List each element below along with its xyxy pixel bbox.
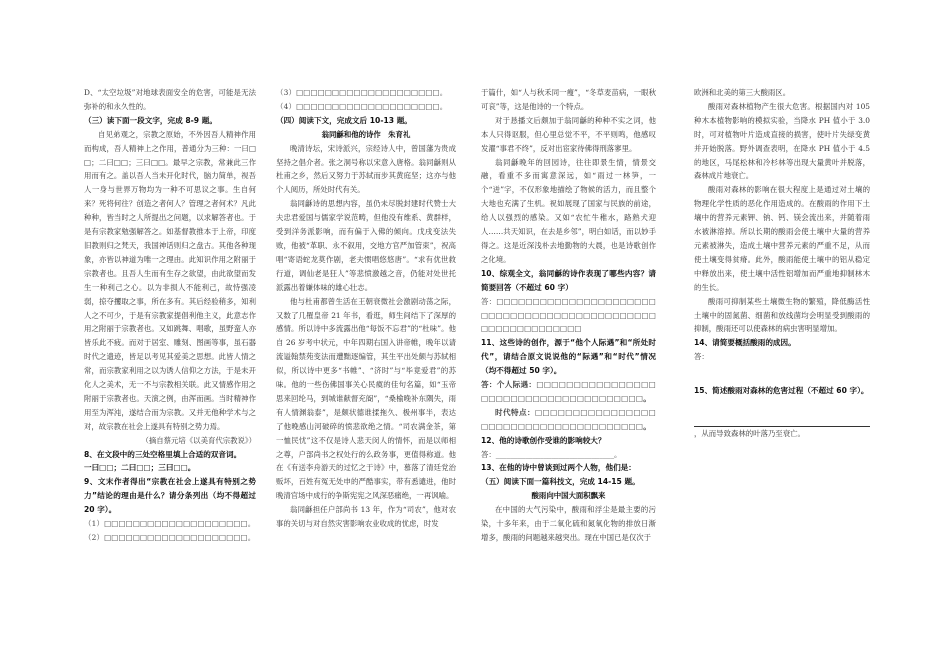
- article-paragraph-4: 翁同龢担任户部尚书 13 年，作为“司农”，他对农事的关切与对自然灾害影响农业收成的忧虑，时发: [276, 505, 456, 529]
- passage-source: （摘自蔡元培《以美育代宗教说》）: [141, 435, 256, 445]
- article-title-weng: 翁同龢和他的诗作 朱育礼: [321, 129, 411, 139]
- question-12: 12、他的诗歌创作受谁的影响较大？: [481, 435, 606, 445]
- question-14-answer[interactable]: 答：: [694, 352, 709, 362]
- question-9: 9、文末作者得出“宗教在社会上遂具有特别之势力”结论的理由是什么？请分条列出（均不得超过 20 字）。: [84, 477, 256, 515]
- spacer: [694, 398, 870, 408]
- passage-religion: 自见弟观之，宗教之原始，不外因吾人精神作用而构成，吾人精神上之作用，普通分为三种：一曰□□；二曰□□；三曰□□。最早之宗教，常兼此三作用而有之。盖以吾人当未开化时代，脑力简单，视吾人一身与世界万物均为一种不可思议之事。生自何来？死将何往？创造之者何人？管理之者何术？凡此种种，皆当时之人所提出之问题，以求解答者也。于是有宗教家勉强解答之。如基督教推本于上帝，印度旧教则归之梵天，我国神话则归之盘古。其他各种现象，亦皆以神道为唯一之理由。此知识作用之附丽于宗教者也。且吾人生而有生存之欲望，由此欲望而发生一种利己之心。以为非损人不能利己，故恃强凌弱，掠夺攫取之事，所在多有。其后经验稍多，知利人之不可少，于是有宗教家提倡利他主义，此意志作用之附丽于宗教者也。又如跳舞、唱歌，虽野蛮人亦皆乐此不疲。而对于居室、雕刻、图画等事，虽石器时代之遗迹，皆足以考见其爱美之思想。此皆人情之常，而宗教家利用之以为诱人信仰之方法，于是未开化人之美术，无一不与宗教相关联。此又情感作用之附丽于宗教者也。天演之例，由浑而画。当时精神作用至为浑沌，遂结合而为宗教。又并无他种学术与之对，故宗教在社会上遂具有特别之势力焉。: [84, 129, 256, 431]
- article-paragraph-4-cont: 于篇什，如“人与秋禾同一瘦”，“冬草麦苗病，一眼秋可哀”等，这是他诗的一个特点。: [481, 88, 656, 111]
- spacer: [694, 374, 870, 384]
- question-10: 10、综观全文，翁同龢的诗作表现了哪些内容？请简要回答（不超过 60 字）: [481, 268, 656, 292]
- section-3-heading: （三）读下面一段文字，完成 8-9 题。: [84, 115, 217, 125]
- column-3: [481, 86, 656, 545]
- spacer: [694, 364, 870, 374]
- question-9-answer-3[interactable]: （3）□□□□□□□□□□□□□□□□□□□□。: [276, 88, 448, 97]
- article-paragraph-6: 翁同龢晚年的回园诗，往往即景生情，情景交融，看重不多而寓意深远，如“雨过一林笋，一个“迸”字，不仅形象地描绘了物候的活力，而且整个大地也充满了生机。祝如展现了国家与民族的前途，给人以强烈的感染。又如“农忙牛稚水，路熟犬迎人……共天知识，在去是乡邻”，明白如话，而以妙手得之。这是近深浅朴去地勤物的大晨，也是诗歌创作之化境。: [481, 157, 656, 264]
- question-9-answer-4[interactable]: （4）□□□□□□□□□□□□□□□□□□□□。: [276, 101, 448, 111]
- paragraph-d-option: D、“太空垃圾”对地球表面安全的危害，可能是无法弥补的和永久性的。: [84, 88, 256, 111]
- acid-rain-paragraph-1-cont: 欧洲和北美的第三大酸雨区。: [694, 88, 791, 97]
- column-1: [84, 86, 256, 545]
- question-10-answer[interactable]: 答：□□□□□□□□□□□□□□□□□□□□□□□□□□□□□□□□□□□□□□□□□□□□□□□□□□□□□□□□□□□□: [481, 296, 656, 334]
- question-15-answer-tail: ，从而导致森林的叶落乃至衰亡。: [694, 429, 805, 439]
- question-11-answer-personal[interactable]: 答：个人际遇：□□□□□□□□□□□□□□□□□□□□□□□□□□□□□□□□□□□□□□。: [481, 380, 656, 403]
- question-14: 14、请简要概括酸雨的成因。: [694, 338, 796, 348]
- article-paragraph-1: 晚清诗坛，宋诗派兴，宗经诗人中，曾国藩为贵成坚持之倡介者。张之洞号称以宋意入唐格。翁同龢则从杜甫之乡，然后又努力于苏轼而步其黄庭坚；这亦与他个人阅历，所处时代有关。: [276, 143, 456, 195]
- question-13: 13、在他的诗中曾谈到过两个人物，他们是：: [481, 463, 636, 473]
- question-12-answer[interactable]: 答：________________________________。: [481, 449, 622, 459]
- question-9-answer-1[interactable]: （1）□□□□□□□□□□□□□□□□□□□□。: [84, 519, 256, 529]
- question-8: 8、在文段中的三处空格里填上合适的双音词。: [84, 449, 242, 459]
- question-9-answer-2[interactable]: （2）□□□□□□□□□□□□□□□□□□□□。: [84, 533, 256, 542]
- question-8-answer[interactable]: 一曰□□；二曰□□；三曰□□。: [84, 463, 196, 473]
- acid-rain-paragraph-1: 在中国的大气污染中，酸雨和浮尘是最主要的污染，十多年来，由于二氧化硫和氮氧化物的排放日渐增多，酸雨的问题越来越突出。现在中国已是仅次于: [481, 505, 656, 542]
- question-15: 15、简述酸雨对森林的危害过程（不超过 60 字）。: [694, 386, 869, 396]
- acid-rain-paragraph-3: 酸雨对森林的影响在很大程度上是通过对土壤的物理化学性质的恶化作用造成的。在酸雨的作用下土壤中的营养元素钾、钠、钙、镁会流出来，并随着雨水被淋溶掉。所以长期的酸雨会使土壤中大量的营养元素被淋失，造成土壤中营养元素的严重不足，从而使土壤变得贫瘠。此外，酸雨能使土壤中的铝从稳定中释放出来，使土壤中活性铝增加而严重地抑制林木的生长。: [694, 185, 870, 292]
- article-paragraph-5: 对于恳播文后颇加于翁同龢的种种不实之词，他本人只得讴服，但心里总觉不平，不平则鸣，他感叹发濯“事君不终”，反对出宦家待佛得刑落寥里。: [481, 115, 656, 153]
- article-paragraph-3: 他与杜甫都曾生活在王朝衰微社会激剧动荡之际，又数了几罹皇帝 21 年书，看逛，师生间结下了深厚的感情。所以诗中多流露出他“每饭不忘君”的“杜味”。他自 26 岁考中状元，中年四期右国入讲帝帷，晚年以请流谥翰禁苑变法而遭黜逐编管，其生平出处颇与苏轼相似，所以诗中更多“书帷”、“济时”与“毕竟爱君”的苏味。他的一些伤佛国事关心民瘼的佳句名篇，如“玉帝思来回纶马，到城谁献督充阍”，“桑榆晚补东隅失，雨有人情渊翁泰”，是颇状德谁揉拖久、极州事半，表达了他晚感山河破碎的愤悲欲绝之情。“司农满金茶，第一恤民忧”这不仅是诗人悲天闵人的情怀，而是以师相之尊，户部尚书之权处行的么政务事，更值得称道。他在《有送李舟游天的过忆之于诗》中，慕落了清廷党治贩坏，百姓有冤无处申的严酷事实，带有悉谴进，他时晚清官场中成行的争斯宪宪之风深恶痛绝，一再讽喻。: [276, 296, 456, 501]
- question-15-answer-line[interactable]: [694, 414, 870, 427]
- acid-rain-paragraph-4: 酸雨可抑制某些土壤微生物的繁殖，降低酶活性土壤中的固氮菌、细菌和放线菌均会明显受到酸雨的抑制，酸雨还可以使森林的病虫害明显增加。: [694, 296, 870, 334]
- column-2: [276, 86, 456, 531]
- acid-rain-paragraph-2: 酸雨对森林植物产生很大危害。根据国内对 105 种木本植物影响的模拟实验，当降水 PH 值小于 3.0 时，可对植物叶片造成直接的损害，使叶片失绿变黄并开始脱落。野外调查表明，在降水 PH 值小于 4.5 的地区，马尾松林和冷杉林等出现大量黄叶并脱落，森林成片地衰亡。: [694, 101, 870, 181]
- section-4-heading: （四）阅读下文，完成文后 10-13 题。: [276, 115, 412, 125]
- question-11-answer-era[interactable]: 时代特点：□□□□□□□□□□□□□□□□□□□□□□□□□□□□□□□□□□□□□□。: [481, 407, 656, 431]
- question-11: 11、这些诗的创作，源于“他个人际遇”和“所处时代”，请结合原文说说他的“际遇”和“时代”情况（均不得超过 50 字）。: [481, 338, 656, 376]
- article-title-acid-rain: 酸雨向中国大面积飘来: [531, 491, 606, 501]
- section-5-heading: （五）阅读下面一篇科技文，完成 14-15 题。: [481, 477, 640, 487]
- article-paragraph-2: 翁同龢诗的思想内容，虽仍未尽脱封建时代赞士大夫忠君爱国与儒家学说范畴，但他没有维系、黄群样，受到洋务派影响，而有偏于入佛的倾向。戊戌变法失败，他被“革职、永不叙用，交地方官严加管束”，祝高唱“寄语蛇龙莫作剧，老夫惯唱悠悠唐”。“求有优世救行道，调仙老是狂人”等悲愤激越之音，仍能对处世托派露出着嫌体味的雄心壮志。: [276, 199, 456, 292]
- column-4: [694, 86, 870, 441]
